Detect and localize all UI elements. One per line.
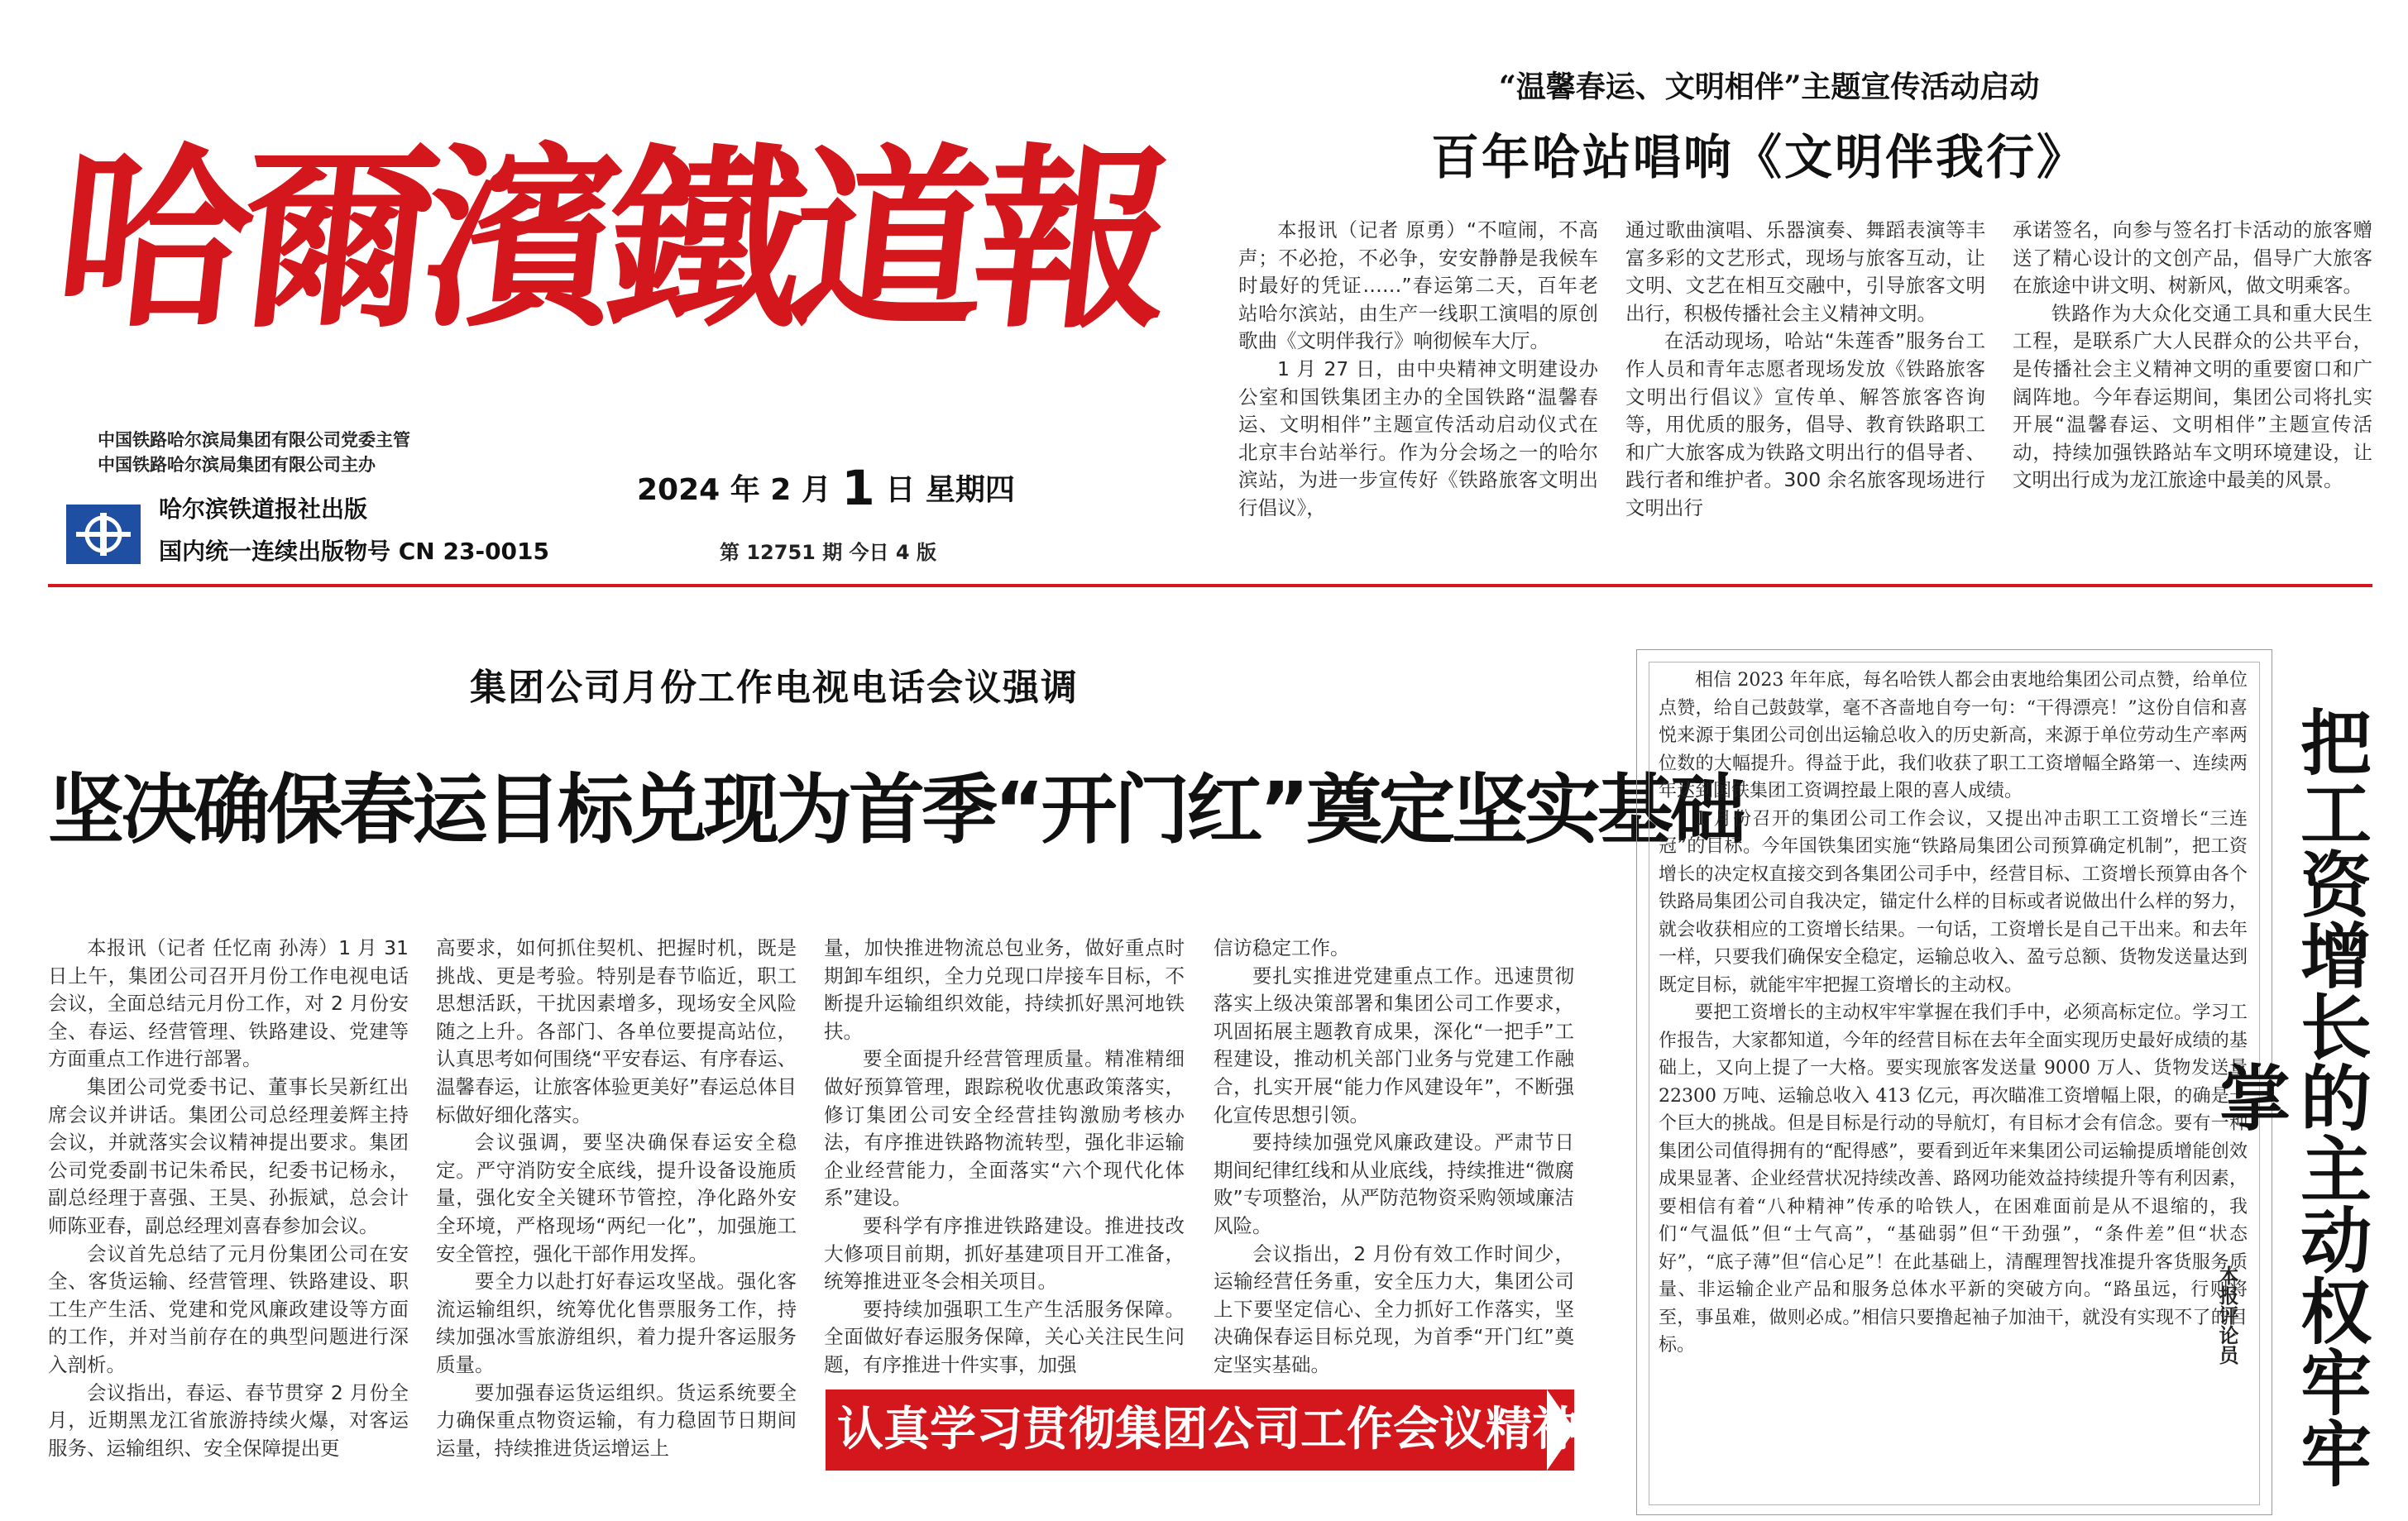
- paragraph: 1 月份召开的集团公司工作会议，又提出冲击职工工资增长“三连冠”的目标。今年国铁集团实施“铁路局集团公司预算确定机制”，把工资增长的决定权直接交到各集团公司手中，经营目标、工资增长预算由各个铁路局集团公司自我决定，锚定什么样的目标或者说做出什么样的努力，就会收获相应的工资增长结果。一句话，工资增长是自己干出来。和去年一样，只要我们确保安全稳定，运输总收入、盈亏总额、货物发送量达到既定目标，就能牢牢把握工资增长的主动权。: [1659, 808, 2248, 996]
- top-story-column-2: [1625, 217, 1985, 548]
- top-story-headline: 百年哈站唱响《文明伴我行》: [1431, 129, 2088, 185]
- paragraph: 承诺签名，向参与签名打卡活动的旅客赠送了精心设计的文创产品，倡导广大旅客在旅途中讲文明、树新风，做文明乘客。: [2013, 218, 2372, 298]
- paragraph: 会议指出，春运、春节贯穿 2 月份全月，近期黑龙江省旅游持续火爆，对客运服务、运输组织、安全保障提出更: [48, 1380, 409, 1460]
- main-story-column-2: [436, 935, 797, 1514]
- banner-arrow-icon: [1547, 1389, 1575, 1471]
- paragraph: 在活动现场，哈站“朱莲香”服务台工作人员和青年志愿者现场发放《铁路旅客文明出行倡议》宣传单、解答旅客咨询等，用优质的服务，倡导、教育铁路职工和广大旅客成为铁路文明出行的倡导者、践行者和维护者。300 余名旅客现场进行文明出行: [1625, 329, 1985, 519]
- sponsor-line-2: 中国铁路哈尔滨局集团有限公司主办: [98, 455, 376, 475]
- banner-text: 认真学习贯彻集团公司工作会议精神: [837, 1403, 1578, 1456]
- issue-date: [637, 460, 1015, 516]
- main-story-kicker: 集团公司月份工作电视电话会议强调: [470, 667, 1079, 709]
- paragraph: 要全力以赴打好春运攻坚战。强化客流运输组织，统筹优化售票服务工作，持续加强冰雪旅游组织，着力提升客运服务质量。: [436, 1270, 797, 1376]
- paragraph: 本报讯（记者 原勇）“不喧闹，不高声；不必抢，不必争，安安静静是我候车时最好的凭证……”春运第二天，百年老站哈尔滨站，由生产一线职工演唱的原创歌曲《文明伴我行》响彻候车大厅。: [1238, 218, 1598, 353]
- paragraph: 相信 2023 年年底，每名哈铁人都会由衷地给集团公司点赞，给单位点赞，给自己鼓鼓掌，毫不吝啬地自夸一句：“干得漂亮！”这份自信和喜悦来源于集团公司创出运输总收入的历史新高，来源于单位劳动生产率两位数的大幅提升。得益于此，我们收获了职工工资增幅全路第一、连续两年达到国铁集团工资调控最上限的喜人成绩。: [1659, 670, 2248, 801]
- paragraph: 要把工资增长的主动权牢牢掌握在我们手中，必须高标定位。学习工作报告，大家都知道，今年的经营目标在去年全面实现历史最好成绩的基础上，又向上提了一大格。要实现旅客发送量 9000 万人、货物发送量 22300 万吨、运输总收入 413 亿元，再次瞄准工资增幅上限，的确是一个巨大的挑战。但是目标是行动的导航灯，有目标才会有信念。要有一种集团公司值得拥有的“配得感”，要看到近年来集团公司运输提质增能创效成果显著、企业经营状况持续改善、路网功能效益持续提升等有利因素，要相信有着“八种精神”传承的哈铁人，在困难面前是从不退缩的，我们“气温低”但“士气高”，“基础弱”但“干劲强”，“条件差”但“状态好”，“底子薄”但“信心足”！在此基础上，清醒理智找准提升客货服务质量、非运输企业产品和服务总体水平新的突破方向。“路虽远，行则将至，事虽难，做则必成。”相信只要撸起袖子加油干，就没有实现不了的目标。: [1659, 1002, 2248, 1356]
- paragraph: 要加强春运货运组织。货运系统要全力确保重点物资运输，有力稳固节日期间运量，持续推进货运增运上: [436, 1380, 797, 1460]
- paragraph: 1 月 27 日，由中央精神文明建设办公室和国铁集团主办的全国铁路“温馨春运、文明相伴”主题宣传活动启动仪式在北京丰台站举行。作为分会场之一的哈尔滨站，为进一步宣传好《铁路旅客文明出行倡议》，: [1238, 356, 1598, 519]
- paragraph: 高要求，如何抓住契机、把握时机，既是挑战、更是考验。特别是春节临近，职工思想活跃，干扰因素增多，现场安全风险随之上升。各部门、各单位要提高站位，认真思考如何围绕“平安春运、有序春运、温馨春运，让旅客体验更美好”春运总体目标做好细化落实。: [436, 936, 797, 1126]
- main-story-headline: 坚决确保春运目标兑现为首季“开门红”奠定坚实基础: [48, 766, 1743, 854]
- main-story-column-3: [824, 935, 1185, 1377]
- paragraph: 要持续加强职工生产生活服务保障。全面做好春运服务保障，关心关注民生问题，有序推进十件实事，加强: [824, 1297, 1185, 1376]
- paragraph: 要扎实推进党建重点工作。迅速贯彻落实上级决策部署和集团公司工作要求，巩固拓展主题教育成果，深化“一把手”工程建设，推动机关部门业务与党建工作融合，扎实开展“能力作风建设年”，不断强化宣传思想引领。: [1214, 964, 1574, 1126]
- date-day: 1: [841, 460, 875, 516]
- paragraph: 通过歌曲演唱、乐器演奏、舞蹈表演等丰富多彩的文艺形式，现场与旅客互动，让文明、文艺在相互交融中，引导旅客文明出行，积极传播社会主义精神文明。: [1625, 218, 1985, 325]
- serial-number: 国内统一连续出版物号 CN 23-0015: [159, 538, 549, 565]
- paragraph: 量，加快推进物流总包业务，做好重点时期卸车组织，全力兑现口岸接车目标，不断提升运输组织效能，持续抓好黑河地铁扶。: [824, 936, 1185, 1043]
- top-story-column-1: [1238, 217, 1598, 548]
- paragraph: 信访稳定工作。: [1214, 936, 1350, 959]
- paragraph: 会议强调，要坚决确保春运安全稳定。严守消防安全底线，提升设备设施质量，强化安全关键环节管控，净化路外安全环境，严格现场“两纪一化”，加强施工安全管控，强化干部作用发挥。: [436, 1131, 797, 1265]
- paragraph: 要科学有序推进铁路建设。推进技改大修项目前期，抓好基建项目开工准备，统筹推进亚冬会相关项目。: [824, 1213, 1185, 1294]
- sponsor-line-1: 中国铁路哈尔滨局集团有限公司党委主管: [98, 430, 410, 450]
- paragraph: 本报讯（记者 任忆南 孙涛）1 月 31 日上午，集团公司召开月份工作电视电话会议，全面总结元月份工作，对 2 月份安全、春运、经营管理、铁路建设、党建等方面重点工作进行部署。: [48, 936, 409, 1071]
- top-story-kicker: “温馨春运、文明相伴”主题宣传活动启动: [1499, 69, 2040, 104]
- main-story-column-4: [1214, 935, 1574, 1377]
- section-divider: [48, 584, 2372, 587]
- paragraph: 会议指出，2 月份有效工作时间少，运输经营任务重，安全压力大，集团公司上下要坚定信心、全力抓好工作落实，坚决确保春运目标兑现，为首季“开门红”奠定坚实基础。: [1214, 1241, 1574, 1376]
- paragraph: 要持续加强党风廉政建设。严肃节日期间纪律红线和从业底线，持续推进“微腐败”专项整治，从严防范物资采购领域廉洁风险。: [1214, 1131, 1574, 1237]
- main-story-column-1: [48, 935, 409, 1514]
- date-suffix: 日 星期四: [885, 473, 1015, 507]
- paragraph: 会议首先总结了元月份集团公司在安全、客货运输、经营管理、铁路建设、职工生产生活、党建和党风廉政建设等方面的工作，并对当前存在的典型问题进行深入剖析。: [48, 1241, 409, 1376]
- masthead-title: 哈爾濱鐵道報: [45, 125, 1172, 355]
- paragraph: 要全面提升经营管理质量。精准精细做好预算管理，跟踪税收优惠政策落实，修订集团公司安全经营挂钩激励考核办法，有序推进铁路物流转型，强化非运输企业经营能力，全面落实“六个现代化体系”建设。: [824, 1047, 1185, 1210]
- commentary-title: 把工资增长的主动权牢牢掌: [2207, 705, 2371, 1488]
- commentary-body: [1659, 667, 2248, 1502]
- commentary-byline: 本报评论员: [2215, 1265, 2238, 1365]
- date-prefix: 2024 年 2 月: [637, 473, 831, 507]
- paragraph: 集团公司党委书记、董事长吴新红出席会议并讲话。集团公司总经理姜辉主持会议，并就落实会议精神提出要求。集团公司党委副书记朱希民，纪委书记杨永，副总经理于喜强、王昊、孙振斌，总会计师陈亚春，副总经理刘喜春参加会议。: [48, 1074, 409, 1237]
- railway-logo-icon: [66, 505, 141, 564]
- paragraph: 铁路作为大众化交通工具和重大民生工程，是联系广大人民群众的公共平台，是传播社会主义精神文明的重要窗口和广阔阵地。今年春运期间，集团公司将扎实开展“温馨春运、文明相伴”主题宣传活动，持续加强铁路站车文明环境建设，让文明出行成为龙江旅途中最美的风景。: [2013, 301, 2372, 492]
- publisher: 哈尔滨铁道报社出版: [159, 495, 368, 523]
- top-story-column-3: [2013, 217, 2372, 548]
- issue-number: 第 12751 期 今日 4 版: [720, 541, 936, 564]
